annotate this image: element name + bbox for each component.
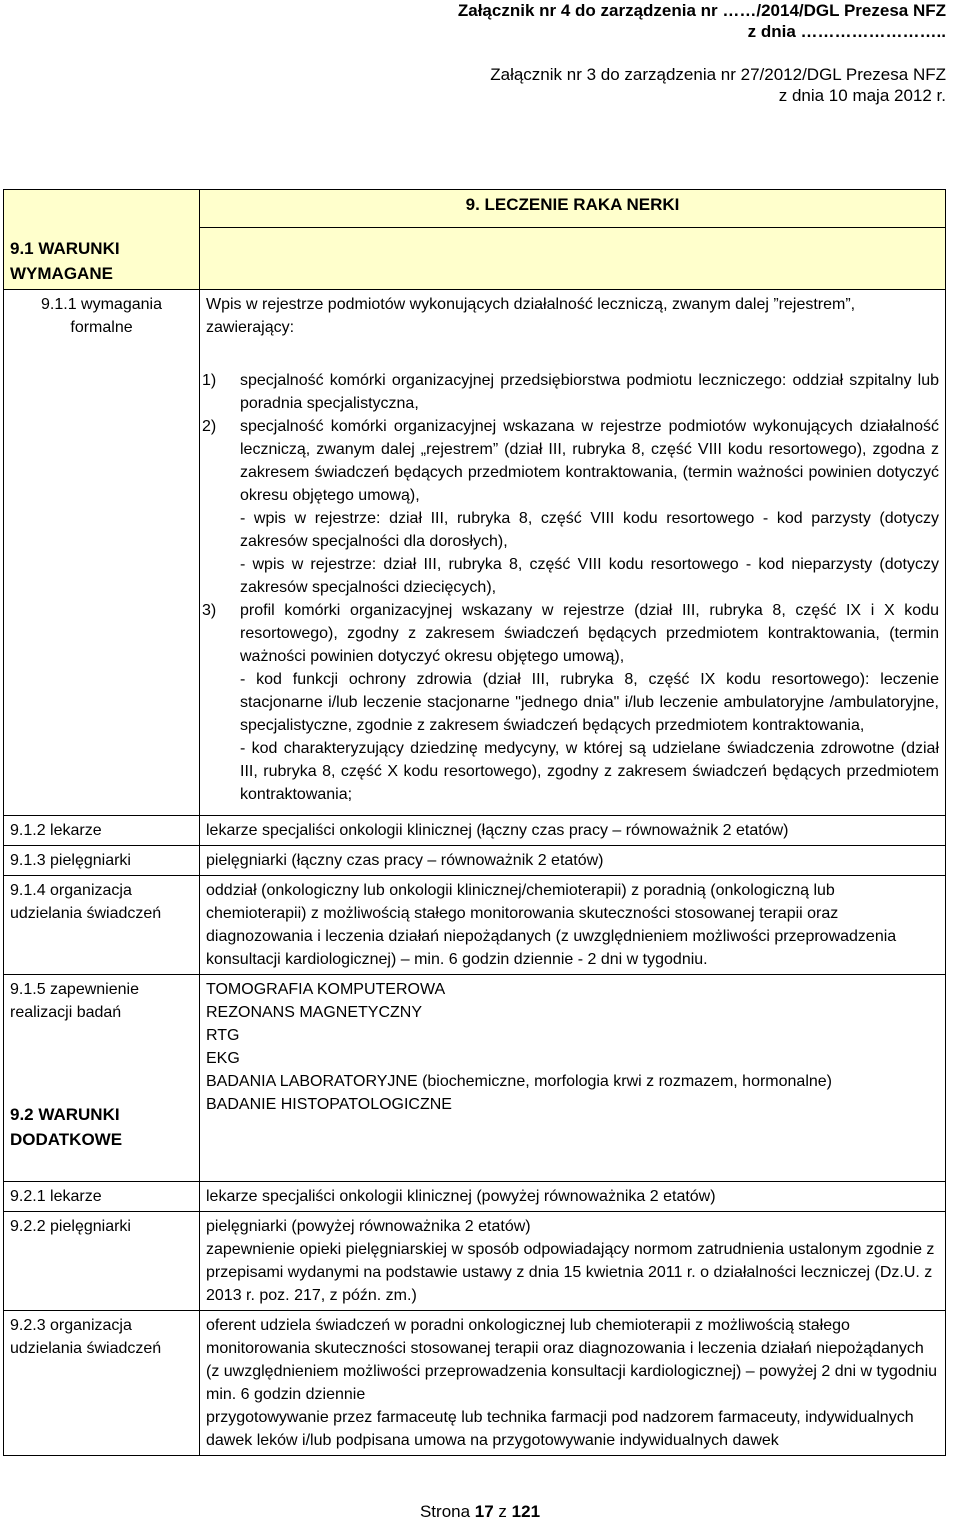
section-2-heading: 9.2 WARUNKI DODATKOWE — [10, 1105, 123, 1149]
row-914-content: oddział (onkologiczny lub onkologii klinicznej/chemioterapii) z poradnią (onkologiczną lub chemioterapii) z możliwością stałego monitorowania skuteczności stosowanej terapii oraz diagnozowania i leczenia działań niepożądanych (z uwzględnieniem możliwości przeprowadzenia konsultacji kardiologicznej) – min. 6 godzin dziennie - 2 dni w tygodniu. — [200, 876, 946, 975]
row-923-line-1: oferent udziela świadczeń w poradni onkologicznej lub chemioterapii z możliwością stałego monitorowania skuteczności stosowanej terapii oraz diagnozowania i leczenia działań niepożądanych (z uwzględnieniem możliwości przeprowadzenia konsultacji kardiologicznej) – powyżej 2 dni w tygodniu min. 6 godzin dziennie — [206, 1317, 938, 1403]
section-1-cell — [4, 190, 200, 290]
row-911-content — [200, 290, 946, 816]
header-date-placeholder: z dnia …………………….. — [747, 22, 946, 41]
header-annex-rest: do zarządzenia nr ……/2014/DGL Prezesa NFZ — [570, 1, 946, 20]
row-912-label: 9.1.2 lekarze — [4, 816, 200, 846]
section-1-heading: 9.1 WARUNKI WYMAGANE — [10, 239, 120, 283]
row-915-label: 9.1.5 zapewnienie realizacji badań — [10, 981, 139, 1021]
row-915-label-cell — [4, 975, 200, 1182]
row-923-content — [200, 1311, 946, 1456]
exam-item: REZONANS MAGNETYCZNY — [206, 1004, 423, 1021]
header-date-2012: z dnia 10 maja 2012 r. — [778, 86, 946, 105]
row-922-content — [200, 1212, 946, 1311]
list-item: - wpis w rejestrze: dział III, rubryka 8, część VIII kodu resortowego - kod nieparzysty (dotyczy zakresów specjalności dziecięcych), — [240, 556, 939, 596]
list-item: 1) specjalność komórki organizacyjnej przedsiębiorstwa podmiotu leczniczego: oddział szpitalny lub poradnia specjalistyczna, — [202, 372, 939, 412]
page-footer: Strona 17 z 121 — [419, 1502, 541, 1521]
row-912-content: lekarze specjaliści onkologii klinicznej (łączny czas pracy – równoważnik 2 etatów) — [200, 816, 946, 846]
exam-item: BADANIA LABORATORYJNE (biochemiczne, morfologia krwi z rozmazem, hormonalne) — [206, 1073, 832, 1090]
header-block-1 — [458, 0, 946, 42]
header-block-2 — [490, 64, 946, 106]
row-923-label: 9.2.3 organizacja udzielania świadczeń — [4, 1311, 200, 1456]
title-spacer — [200, 228, 946, 290]
exam-item: RTG — [206, 1027, 240, 1044]
row-915-spacer — [200, 1119, 946, 1182]
list-item: 3) profil komórki organizacyjnej wskazany w rejestrze (dział III, rubryka 8, część IX i X kodu resortowego), zgodny z zakresem świadczeń będących przedmiotem kontraktowania, (termin ważności powinien dotyczyć okresu objętego umową), — [202, 602, 939, 665]
row-923-line-2: przygotowywanie przez farmaceutę lub technika farmacji pod nadzorem farmaceuty, indywidualnych dawek leków i/lub podpisana umowa na przygotowywanie indywidualnych dawek — [206, 1409, 914, 1449]
exam-item: EKG — [206, 1050, 240, 1067]
row-921-content: lekarze specjaliści onkologii klinicznej (powyżej równoważnika 2 etatów) — [200, 1182, 946, 1212]
exam-item: BADANIE HISTOPATOLOGICZNE — [206, 1096, 452, 1113]
table-title: 9. LECZENIE RAKA NERKI — [200, 190, 946, 228]
header-annex-number: Załącznik nr 4 — [457, 1, 571, 20]
row-922-line-2: zapewnienie opieki pielęgniarskiej w sposób odpowiadający normom zatrudnienia ustalonym zgodnie z przepisami wydanymi na podstawie ustawy z dnia 15 kwietnia 2011 r. o działalności leczniczej (Dz.U. z 2013 r. poz. 217, z późn. zm.) — [206, 1241, 935, 1304]
exam-item: TOMOGRAFIA KOMPUTEROWA — [206, 981, 446, 998]
row-913-content: pielęgniarki (łączny czas pracy – równoważnik 2 etatów) — [200, 846, 946, 876]
row-914-label: 9.1.4 organizacja udzielania świadczeń — [4, 876, 200, 975]
row-922-line-1: pielęgniarki (powyżej równoważnika 2 etatów) — [206, 1218, 531, 1235]
current-page-number: 17 — [474, 1502, 494, 1521]
row-913-label: 9.1.3 pielęgniarki — [4, 846, 200, 876]
row-915-content — [200, 975, 946, 1120]
list-item: 2) specjalność komórki organizacyjnej wskazana w rejestrze podmiotów wykonujących działalność leczniczą, zwanym dalej „rejestrem” (dział III, rubryka 8, część VIII kodu resortowego), zgodna z zakresem świadczeń będących przedmiotem kontraktowania, (termin ważności powinien dotyczyć okresu objętego umową), — [202, 418, 939, 504]
list-item: - kod funkcji ochrony zdrowia (dział III, rubryka 8, część IX kodu resortowego): leczenie stacjonarne i/lub leczenie stacjonarne "jednego dnia" i/lub leczenie ambulatoryjne /ambulatoryjne, specjalistyczne, zgodnie z zakresem świadczeń będących przedmiotem kontraktowania, — [240, 671, 939, 734]
row-911-label: 9.1.1 wymagania formalne — [4, 290, 200, 816]
row-911-intro: Wpis w rejestrze podmiotów wykonujących działalność leczniczą, zwanym dalej ”rejestrem”, zawierający: — [206, 296, 856, 336]
row-922-label: 9.2.2 pielęgniarki — [4, 1212, 200, 1311]
header-annex-3: Załącznik nr 3 do zarządzenia nr 27/2012/DGL Prezesa NFZ — [490, 65, 946, 84]
list-item: - kod charakteryzujący dziedzinę medycyny, w której są udzielane świadczenia zdrowotne (dział III, rubryka 8, część X kodu resortowego), zgodny z zakresem świadczeń będących przedmiotem kontraktowania; — [240, 740, 939, 803]
requirements-list — [202, 369, 939, 806]
total-pages: 121 — [511, 1502, 541, 1521]
list-item: - wpis w rejestrze: dział III, rubryka 8, część VIII kodu resortowego - kod parzysty (dotyczy zakresów specjalności dla dorosłych), — [240, 510, 939, 550]
requirements-table — [3, 189, 946, 1456]
row-921-label: 9.2.1 lekarze — [4, 1182, 200, 1212]
